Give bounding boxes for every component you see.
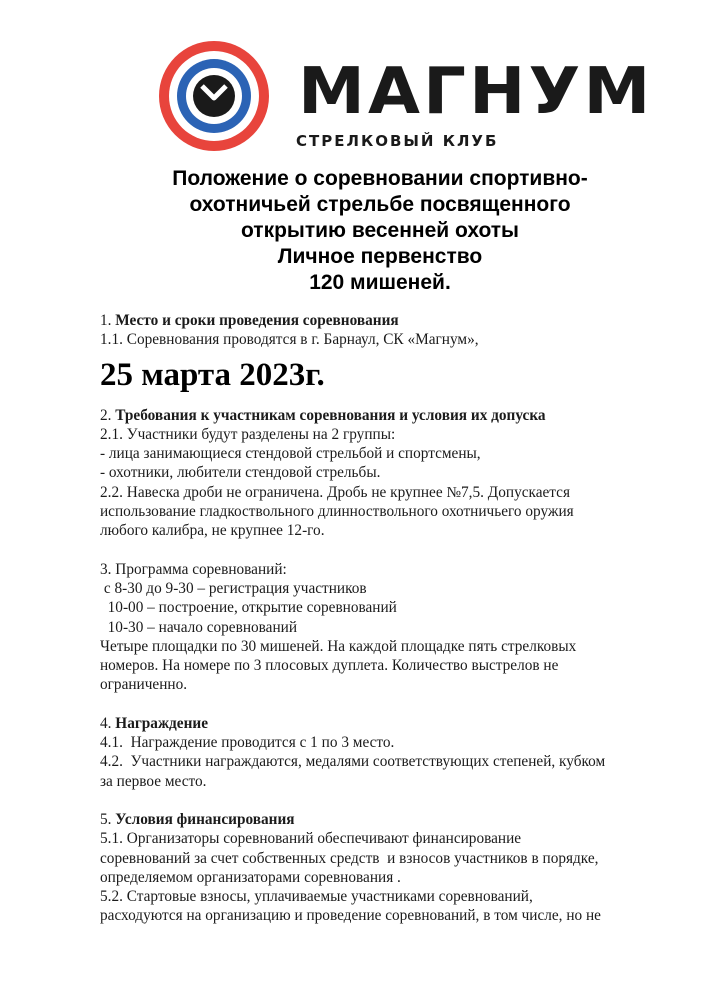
document-body bbox=[100, 311, 670, 926]
section-1-heading: 1. Место и сроки проведения соревнования bbox=[100, 312, 399, 329]
section-2-heading: 2. Требования к участникам соревнования и условия их допуска bbox=[100, 406, 546, 424]
schedule-item: 10-00 – построение, открытие соревнований bbox=[100, 599, 397, 617]
section-3-heading: 3. Программа соревнований: bbox=[100, 560, 287, 578]
title-line: открытию весенней охоты bbox=[241, 219, 519, 242]
club-logo bbox=[158, 40, 654, 155]
section-5-heading: 5. Условия финансирования bbox=[100, 810, 295, 828]
paragraph: использование гладкоствольного длинноствольного охотничьего оружия bbox=[100, 503, 574, 521]
paragraph: 4.2. Участники награждаются, медалями соответствующих степеней, кубком bbox=[100, 753, 606, 771]
section-4-heading: 4. Награждение bbox=[100, 714, 208, 732]
paragraph: 1.1. Соревнования проводятся в г. Барнаул, СК «Магнум», bbox=[100, 331, 479, 349]
paragraph: определяемом организаторами соревнования . bbox=[100, 868, 401, 886]
paragraph: - лица занимающиеся стендовой стрельбой и спортсмены, bbox=[100, 445, 481, 463]
paragraph: 5.2. Стартовые взносы, уплачиваемые участниками соревнований, bbox=[100, 888, 533, 906]
paragraph: любого калибра, не крупнее 12-го. bbox=[100, 522, 325, 540]
logo-wordmark: МАГНУМ bbox=[298, 55, 654, 129]
target-logo-icon bbox=[158, 40, 270, 152]
paragraph: соревнований за счет собственных средств и взносов участников в порядке, bbox=[100, 849, 599, 867]
schedule-item: с 8-30 до 9-30 – регистрация участников bbox=[100, 579, 367, 597]
title-line: Положение о соревновании спортивно- bbox=[172, 167, 588, 190]
paragraph: ограниченно. bbox=[100, 676, 188, 694]
paragraph: за первое место. bbox=[100, 772, 207, 790]
title-line: охотничьей стрельбе посвященного bbox=[189, 193, 571, 216]
paragraph: расходуются на организацию и проведение соревнований, в том числе, но не bbox=[100, 907, 601, 925]
title-line: 120 мишеней. bbox=[309, 271, 451, 294]
paragraph: Четыре площадки по 30 мишеней. На каждой площадке пять стрелковых bbox=[100, 637, 577, 655]
event-date: 25 марта 2023г. bbox=[100, 356, 325, 393]
paragraph: 2.2. Навеска дроби не ограничена. Дробь не крупнее №7,5. Допускается bbox=[100, 483, 570, 501]
logo-subtitle: СТРЕЛКОВЫЙ КЛУБ bbox=[296, 132, 499, 150]
title-line: Личное первенство bbox=[277, 245, 483, 268]
paragraph: 5.1. Организаторы соревнований обеспечивают финансирование bbox=[100, 830, 522, 848]
paragraph: - охотники, любители стендовой стрельбы. bbox=[100, 464, 381, 482]
schedule-item: 10-30 – начало соревнований bbox=[100, 618, 298, 636]
document-title bbox=[110, 166, 650, 296]
paragraph: номеров. На номере по 3 плосовых дуплета. Количество выстрелов не bbox=[100, 657, 559, 675]
paragraph: 4.1. Награждение проводится с 1 по 3 место. bbox=[100, 734, 395, 752]
paragraph: 2.1. Участники будут разделены на 2 группы: bbox=[100, 425, 396, 443]
